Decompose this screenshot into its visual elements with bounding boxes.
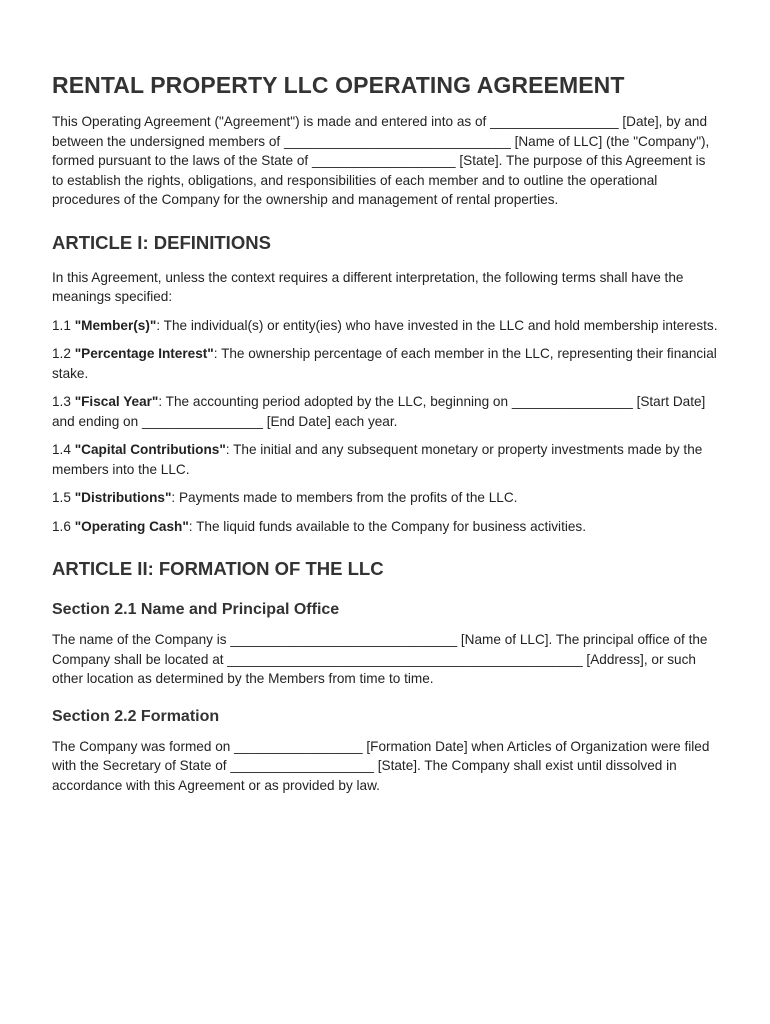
- definition-term: "Fiscal Year": [74, 394, 159, 409]
- definition-term: "Operating Cash": [74, 518, 189, 534]
- article-1-heading: ARTICLE I: DEFINITIONS: [52, 231, 271, 253]
- definition-number: 1.5: [52, 490, 75, 505]
- article-2-heading: ARTICLE II: FORMATION OF THE LLC: [52, 558, 384, 579]
- article-1-intro: In this Agreement, unless the context requires a different interpretation, the following terms shall have the meanings specified:: [52, 269, 684, 304]
- definition-text: : The individual(s) or entity(ies) who have invested in the LLC and hold membership interests.: [156, 317, 718, 333]
- definition-item: [52, 488, 720, 508]
- definition-item: [52, 440, 720, 479]
- section-2-2-text: The Company was formed on _________________ [Formation Date] when Articles of Organization were filed with the Secretary of State of ___________________ [State]. The Company shall exist until dissolved in accordance with this Agreement or as provided by law.: [52, 738, 710, 793]
- definition-number: 1.4: [52, 442, 75, 457]
- definition-term: "Member(s)": [74, 317, 157, 333]
- definition-item: [52, 517, 720, 537]
- definition-number: 1.2: [52, 346, 75, 361]
- definition-term: "Capital Contributions": [74, 442, 226, 457]
- definition-item: [52, 344, 720, 383]
- definition-item: [52, 316, 720, 336]
- definition-text: : The accounting period adopted by the LLC, beginning on ________________ [Start Date] and ending on ________________ [End Date] each year.: [52, 394, 706, 429]
- definition-term: "Distributions": [74, 490, 172, 505]
- section-2-1-heading: Section 2.1 Name and Principal Office: [52, 601, 340, 618]
- definition-text: : The liquid funds available to the Company for business activities.: [188, 518, 587, 534]
- definition-text: : Payments made to members from the profits of the LLC.: [171, 490, 518, 505]
- document-page: [52, 68, 720, 804]
- definition-number: 1.6: [52, 518, 75, 534]
- definition-text: : The ownership percentage of each member in the LLC, representing their financial stake.: [52, 346, 717, 381]
- definition-term: "Percentage Interest": [74, 346, 214, 361]
- document-title: RENTAL PROPERTY LLC OPERATING AGREEMENT: [52, 72, 625, 98]
- definition-number: 1.3: [52, 394, 75, 409]
- section-2-2-heading: Section 2.2 Formation: [52, 707, 220, 725]
- definition-text: : The initial and any subsequent monetary or property investments made by the members into the LLC.: [52, 442, 703, 477]
- intro-paragraph: This Operating Agreement ("Agreement") is made and entered into as of _________________ [Date], by and between the undersigned members of ______________________________ [Name of LLC] (the "Company"), formed pursuant to the laws of the State of ___________________ [State]. The purpose of this Agreement is to establish the rights, obligations, and responsibilities of each member and to outline the operational procedures of the Company for the ownership and management of rental properties.: [52, 114, 710, 207]
- definition-item: [52, 392, 720, 431]
- definition-number: 1.1: [52, 317, 75, 333]
- section-2-1-text: The name of the Company is ______________________________ [Name of LLC]. The principal office of the Company shall be located at _______________________________________________ [Address], or such other location as determined by the Members from time to time.: [52, 632, 708, 686]
